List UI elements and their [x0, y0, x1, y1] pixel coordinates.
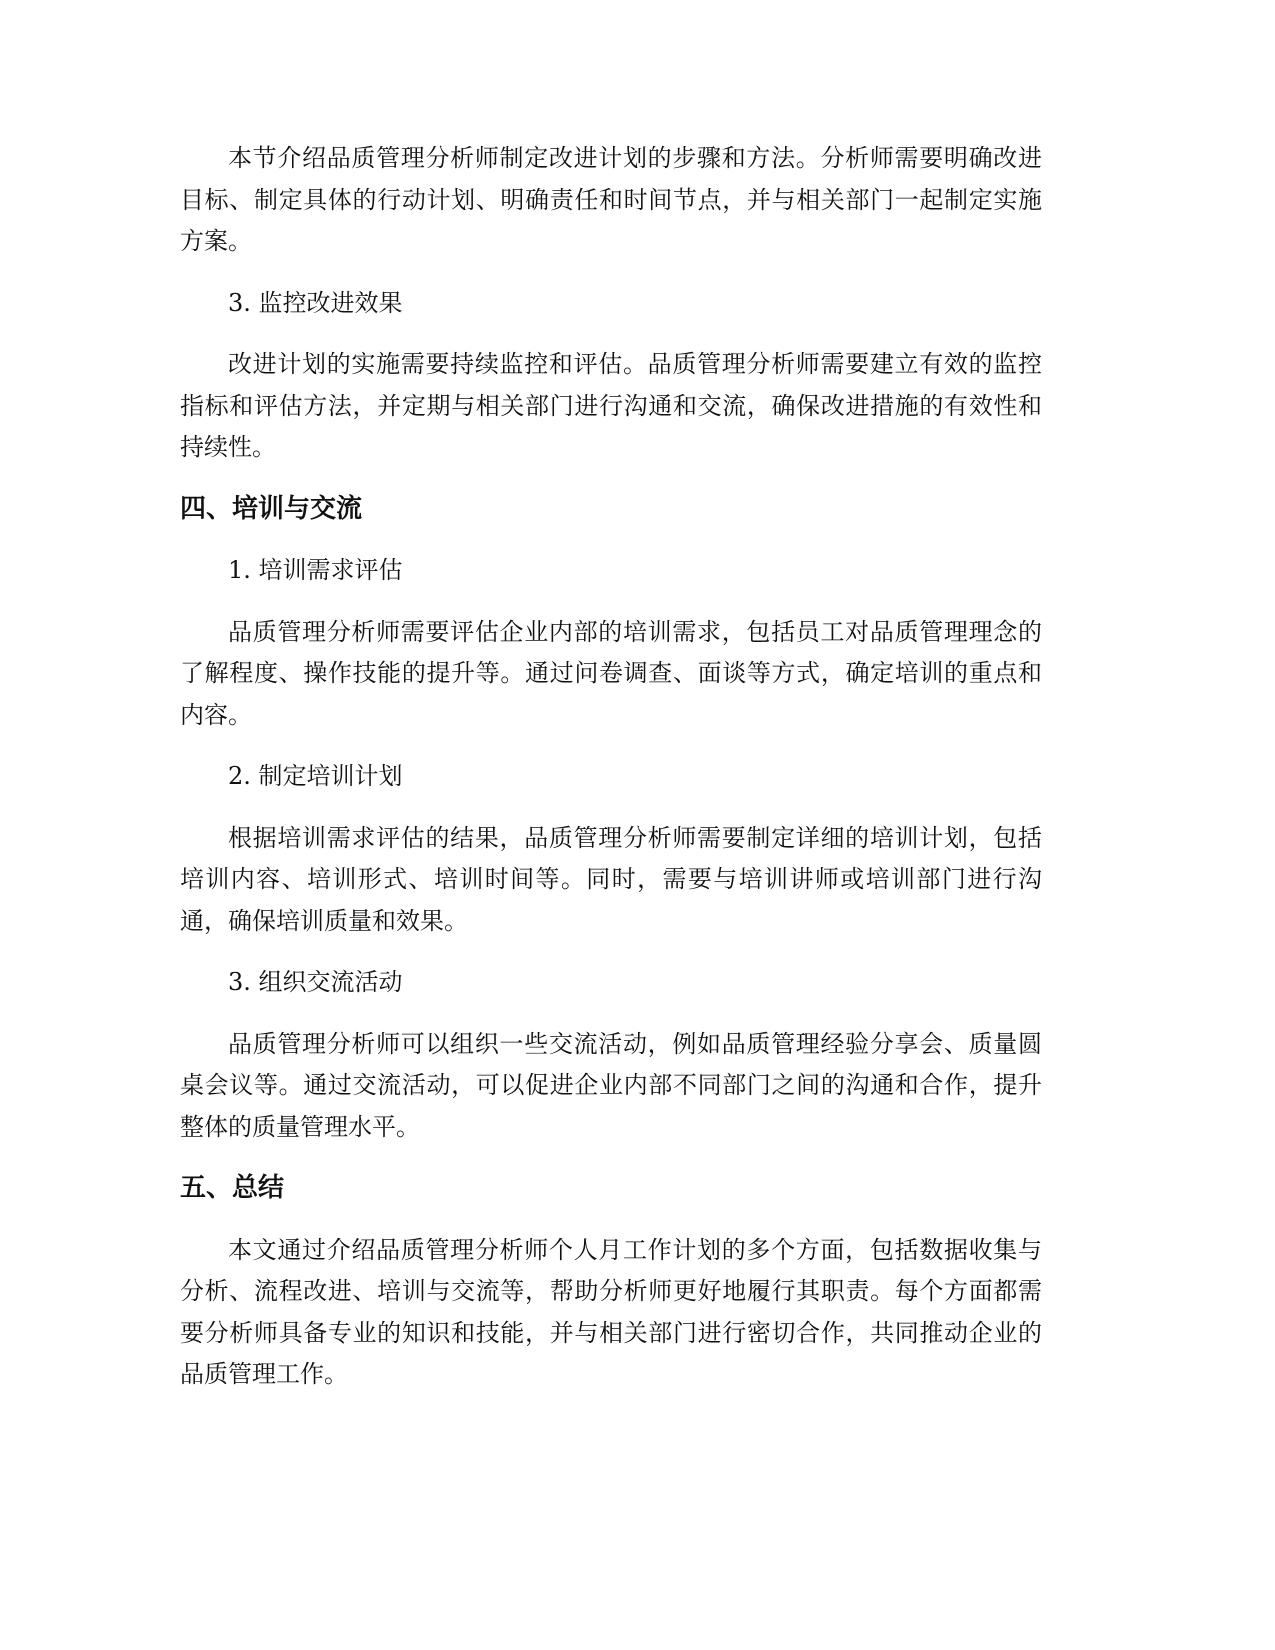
paragraph-training-plan: 根据培训需求评估的结果，品质管理分析师需要制定详细的培训计划，包括培训内容、培训形式、培训时间等。同时，需要与培训讲师或培训部门进行沟通，确保培训质量和效果。 — [180, 823, 1042, 935]
subheading-training-needs: 1. 培训需求评估 — [228, 556, 403, 584]
subheading-monitor-effect: 3. 监控改进效果 — [228, 288, 403, 317]
document-page — [180, 138, 1042, 1416]
paragraph-summary: 本文通过介绍品质管理分析师个人月工作计划的多个方面，包括数据收集与分析、流程改进、培训与交流等，帮助分析师更好地履行其职责。每个方面都需要分析师具备专业的知识和技能，并与相关部门进行密切合作，共同推动企业的品质管理工作。 — [180, 1235, 1042, 1388]
section-heading-summary: 五、总结 — [180, 1173, 285, 1203]
section-heading-training: 四、培训与交流 — [180, 493, 363, 524]
paragraph-exchange-activities: 品质管理分析师可以组织一些交流活动，例如品质管理经验分享会、质量圆桌会议等。通过交流活动，可以促进企业内部不同部门之间的沟通和合作，提升整体的质量管理水平。 — [180, 1029, 1042, 1141]
paragraph-monitor-effect: 改进计划的实施需要持续监控和评估。品质管理分析师需要建立有效的监控指标和评估方法，并定期与相关部门进行沟通和交流，确保改进措施的有效性和持续性。 — [180, 350, 1042, 461]
paragraph-improvement-plan: 本节介绍品质管理分析师制定改进计划的步骤和方法。分析师需要明确改进目标、制定具体的行动计划、明确责任和时间节点，并与相关部门一起制定实施方案。 — [180, 144, 1042, 255]
paragraph-training-needs: 品质管理分析师需要评估企业内部的培训需求，包括员工对品质管理理念的了解程度、操作技能的提升等。通过问卷调查、面谈等方式，确定培训的重点和内容。 — [180, 617, 1042, 729]
subheading-training-plan: 2. 制定培训计划 — [228, 762, 403, 790]
subheading-exchange-activities: 3. 组织交流活动 — [228, 968, 403, 996]
